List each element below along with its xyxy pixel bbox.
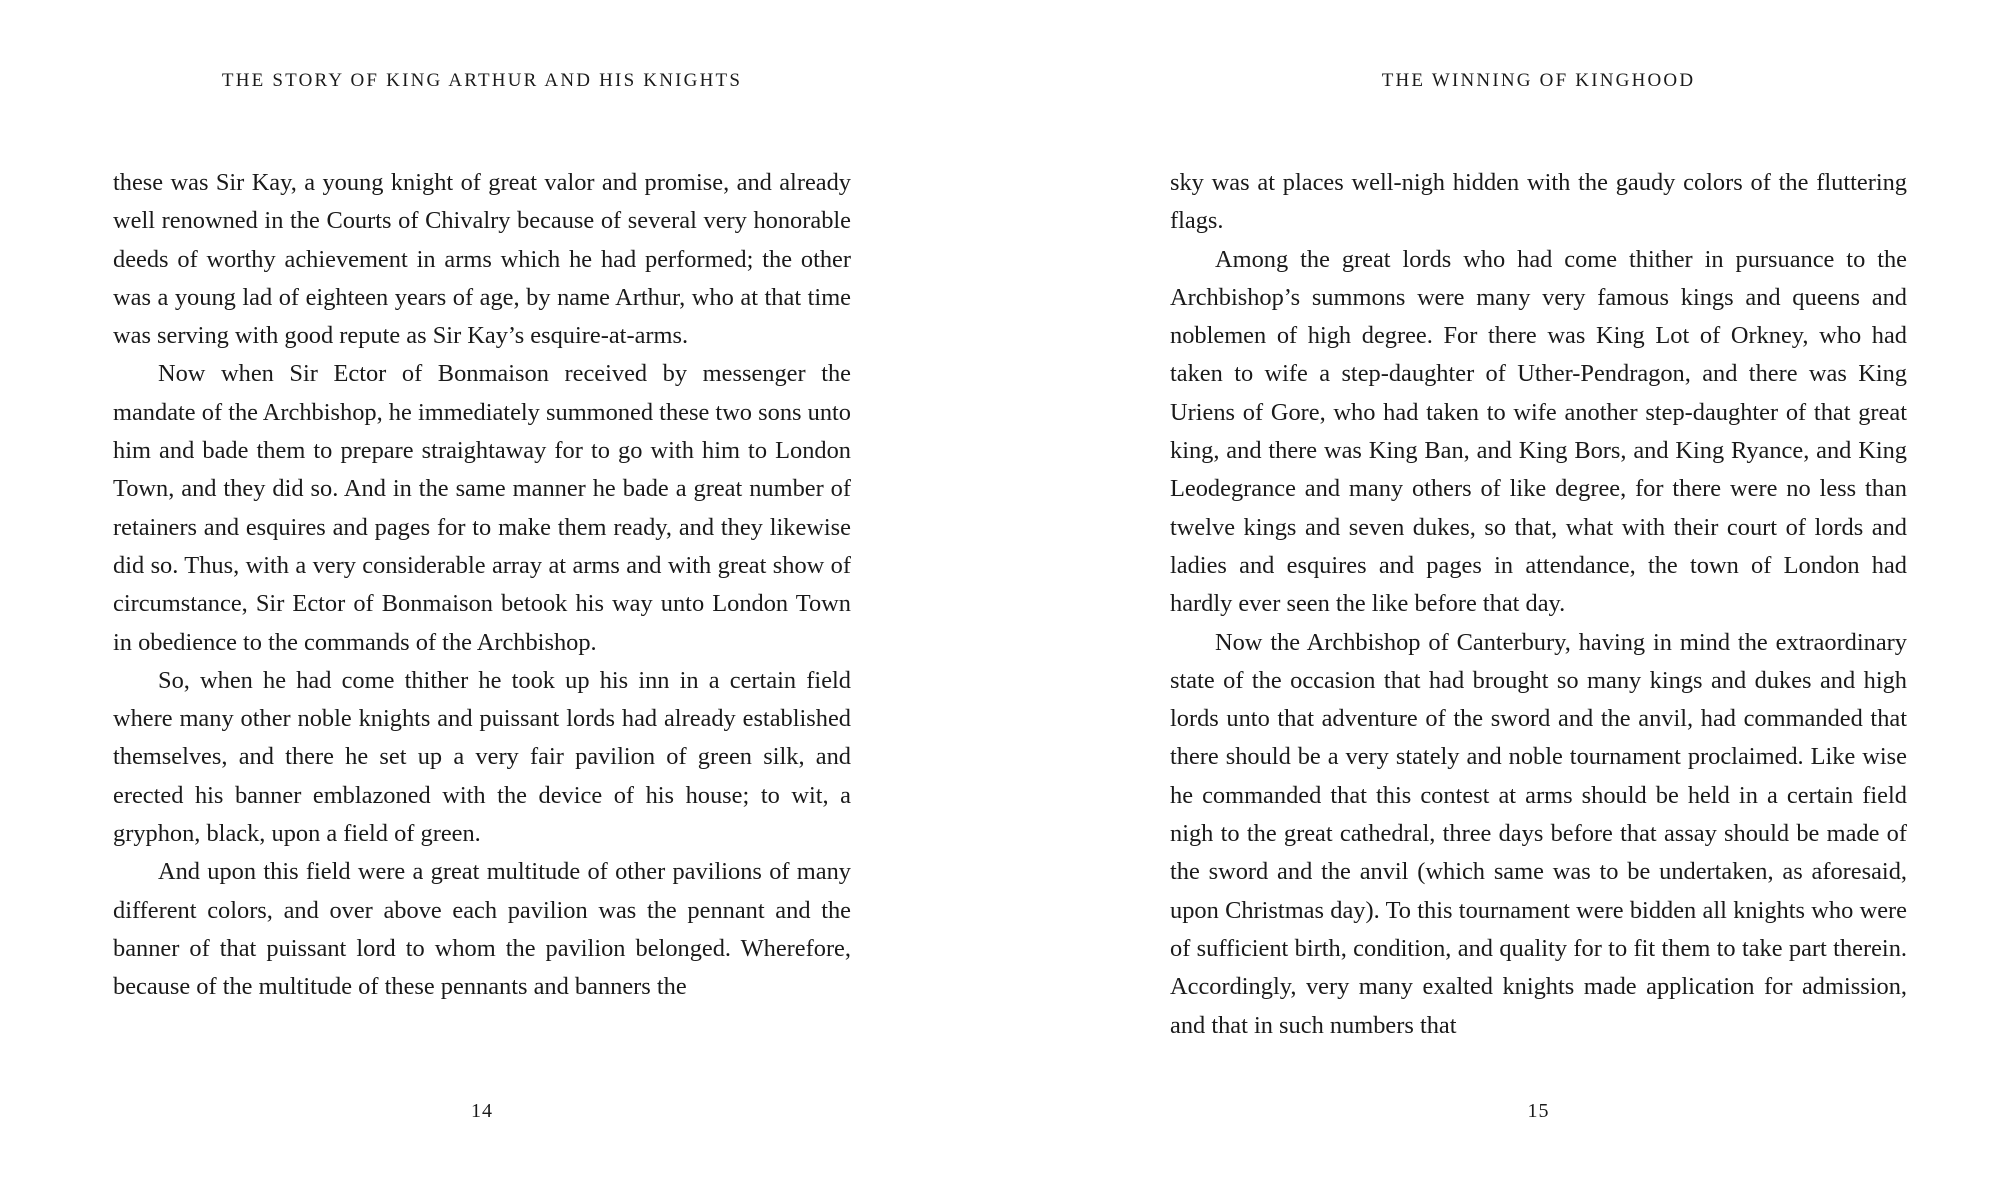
paragraph: And upon this field were a great multitude of other pavilions of many different colors, and over above each pavilion was the pennant and the banner of that puissant lord to whom the pavilion belonged. Wherefore, because of the multitude of these pennants and banners the bbox=[113, 858, 851, 1001]
page-number: 15 bbox=[1527, 1100, 1550, 1122]
paragraph: Among the great lords who had come thither in pursuance to the Archbishop’s summons were many very famous kings and queens and noblemen of high degree. For there was King Lot of Orkney, who had taken to wife a step-daughter of Uther-Pendragon, and there was King Uriens of Gore, who had taken to wife another step-daughter of that great king, and there was King Ban, and King Bors, and King Ryance, and King Leodegrance and many others of like degree, for there were no less than twelve kings and seven dukes, so that, what with their court of lords and ladies and esquires and pages in attendance, the town of London had hardly ever seen the like before that day. bbox=[1170, 245, 1907, 618]
running-head: THE STORY OF KING ARTHUR AND HIS KNIGHTS bbox=[221, 70, 743, 91]
page-number: 14 bbox=[471, 1100, 493, 1122]
paragraph: sky was at places well-nigh hidden with the gaudy colors of the fluttering flags. bbox=[1170, 169, 1907, 235]
body-text bbox=[1170, 164, 1907, 1045]
paragraph: So, when he had come thither he took up his inn in a certain field where many other noble knights and puissant lords had already established themselves, and there he set up a very fair pavilion of green silk, and erected his banner emblazoned with the device of his house; to wit, a gryphon, black, upon a field of green. bbox=[113, 666, 851, 848]
paragraph: Now when Sir Ector of Bonmaison received by messenger the mandate of the Archbishop, he immediately summoned these two sons unto him and bade them to prepare straightaway for to go with him to London Town, and they did so. And in the same manner he bade a great number of retainers and esquires and pages for to make them ready, and they likewise did so. Thus, with a very considerable array at arms and with great show of circumstance, Sir Ector of Bonmaison betook his way unto London Town in obedience to the commands of the Archbishop. bbox=[113, 360, 851, 656]
paragraph: these was Sir Kay, a young knight of great valor and promise, and already well renowned in the Courts of Chivalry because of several very honorable deeds of worthy achievement in arms which he had performed; the other was a young lad of eighteen years of age, by name Arthur, who at that time was serving with good repute as Sir Kay’s esquire-at-arms. bbox=[113, 169, 851, 350]
running-head: THE WINNING OF KINGHOOD bbox=[1381, 70, 1696, 91]
left-page bbox=[113, 0, 851, 1181]
right-page bbox=[1170, 0, 1907, 1181]
paragraph: Now the Archbishop of Canterbury, having in mind the extraordinary state of the occasion that had brought so many kings and dukes and high lords unto that adventure of the sword and the anvil, had commanded that there should be a very stately and noble tournament proclaimed. Like wise he commanded that this contest at arms should be held in a certain field nigh to the great cathedral, three days before that assay should be made of the sword and the anvil (which same was to be undertaken, as aforesaid, upon Christmas day). To this tournament were bidden all knights who were of sufficient birth, condition, and quality for to fit them to take part therein. Accordingly, very many exalted knights made application for admission, and that in such numbers that bbox=[1170, 628, 1907, 1039]
body-text bbox=[113, 164, 851, 1007]
